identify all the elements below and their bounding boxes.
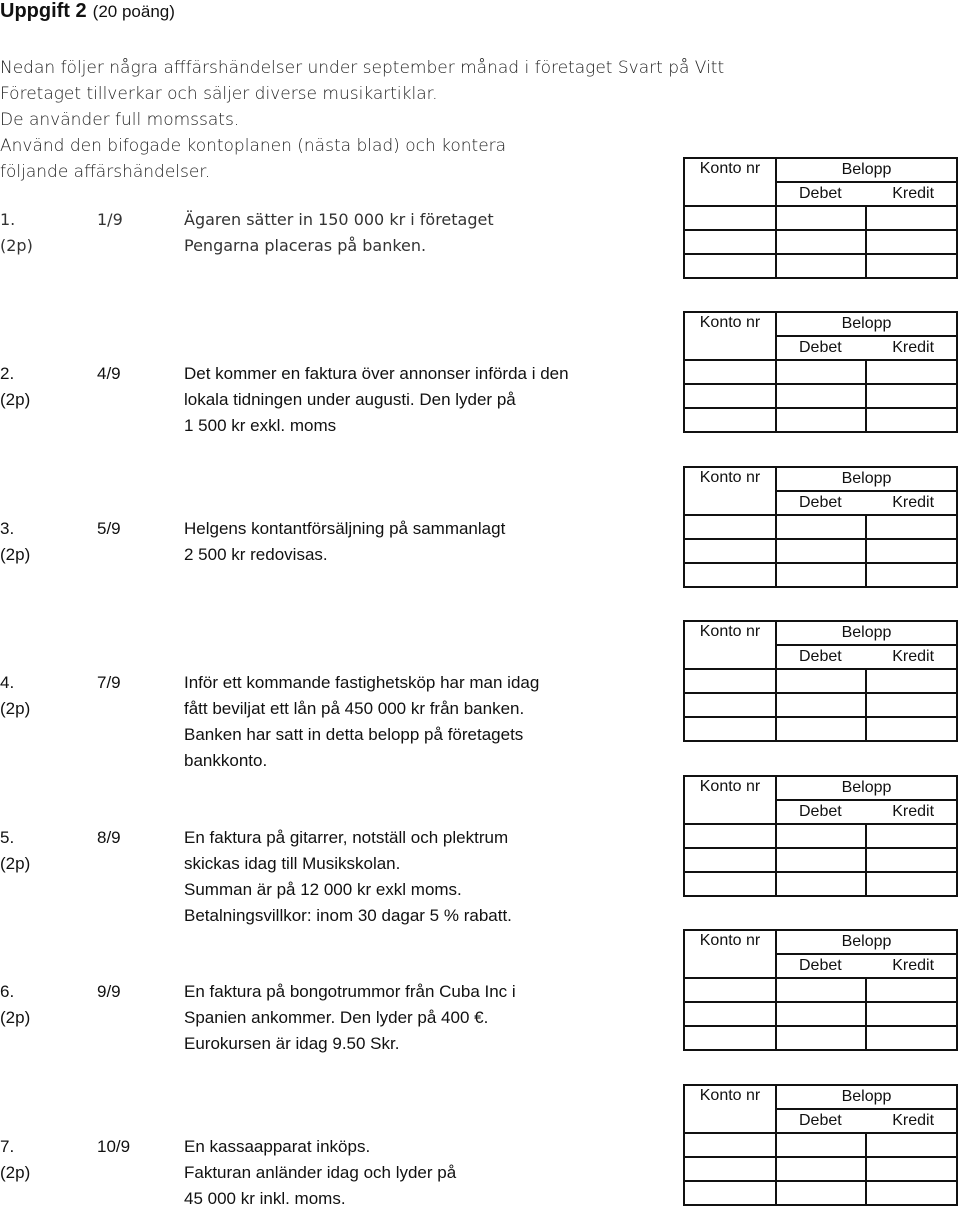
transaction-date: 7/9 [97, 673, 121, 692]
task-points: (20 poäng) [92, 2, 175, 21]
debet-label: Debet [799, 494, 842, 511]
kredit-cell[interactable] [866, 669, 957, 693]
transaction-text: Ägaren sätter in 150 000 kr i företaget [184, 210, 494, 229]
konto-cell[interactable] [684, 230, 776, 254]
konto-cell[interactable] [684, 515, 776, 539]
konto-nr-header: Konto nr [684, 930, 776, 978]
debet-label: Debet [799, 185, 842, 202]
belopp-header: Belopp [776, 621, 957, 645]
debet-kredit-labels [777, 339, 956, 357]
kredit-cell[interactable] [866, 1026, 957, 1050]
debet-kredit-labels [777, 803, 956, 821]
debet-kredit-labels [777, 1112, 956, 1130]
transaction-text: Det kommer en faktura över annonser införda i den [184, 364, 569, 383]
debet-cell[interactable] [776, 978, 866, 1002]
ledger-table [683, 311, 958, 433]
debet-cell[interactable] [776, 539, 866, 563]
ledger-entry-row [684, 384, 957, 408]
kredit-cell[interactable] [866, 824, 957, 848]
konto-nr-header: Konto nr [684, 621, 776, 669]
ledger-entry-row [684, 669, 957, 693]
transaction-text: Betalningsvillkor: inom 30 dagar 5 % rabatt. [184, 906, 512, 925]
konto-cell[interactable] [684, 539, 776, 563]
debet-label: Debet [799, 1112, 842, 1129]
ledger-entry-row [684, 1133, 957, 1157]
debet-kredit-header [776, 491, 957, 515]
ledger-entry-row [684, 824, 957, 848]
ledger-entry-row [684, 230, 957, 254]
kredit-cell[interactable] [866, 693, 957, 717]
ledger-entry-row [684, 539, 957, 563]
debet-label: Debet [799, 339, 842, 356]
debet-cell[interactable] [776, 515, 866, 539]
konto-cell[interactable] [684, 360, 776, 384]
transaction-text: 2 500 kr redovisas. [184, 545, 328, 564]
belopp-header: Belopp [776, 467, 957, 491]
konto-cell[interactable] [684, 669, 776, 693]
transaction-number: 1. [0, 210, 16, 229]
transaction-points: (2p) [0, 236, 33, 255]
ledger-entry-row [684, 848, 957, 872]
ledger-table [683, 620, 958, 742]
konto-nr-header: Konto nr [684, 467, 776, 515]
debet-cell[interactable] [776, 563, 866, 587]
debet-cell[interactable] [776, 1157, 866, 1181]
debet-kredit-labels [777, 648, 956, 666]
debet-cell[interactable] [776, 408, 866, 432]
ledger-table [683, 466, 958, 588]
ledger-entry-row [684, 360, 957, 384]
ledger-entry-row [684, 693, 957, 717]
ledger-entry-row [684, 254, 957, 278]
konto-cell[interactable] [684, 978, 776, 1002]
kredit-cell[interactable] [866, 848, 957, 872]
transaction-text: skickas idag till Musikskolan. [184, 854, 401, 873]
ledger-entry-row [684, 1157, 957, 1181]
transaction-text: fått beviljat ett lån på 450 000 kr från banken. [184, 699, 525, 718]
transaction-points: (2p) [0, 545, 31, 564]
transaction-date: 4/9 [97, 364, 121, 383]
konto-nr-header: Konto nr [684, 312, 776, 360]
transaction-number: 6. [0, 982, 15, 1001]
kredit-cell[interactable] [866, 1002, 957, 1026]
debet-cell[interactable] [776, 254, 866, 278]
konto-cell[interactable] [684, 1157, 776, 1181]
debet-kredit-header [776, 645, 957, 669]
ledger-table [683, 157, 958, 279]
intro-line: De använder full momssats. [0, 110, 240, 130]
transaction-text: 45 000 kr inkl. moms. [184, 1189, 346, 1208]
kredit-cell[interactable] [866, 1157, 957, 1181]
belopp-header: Belopp [776, 930, 957, 954]
ledger-entry-row [684, 206, 957, 230]
kredit-cell[interactable] [866, 384, 957, 408]
transaction-points: (2p) [0, 854, 31, 873]
kredit-label: Kredit [892, 339, 935, 356]
kredit-cell[interactable] [866, 254, 957, 278]
intro-line: Använd den bifogade kontoplanen (nästa blad) och kontera [0, 136, 507, 156]
intro-line: Företaget tillverkar och säljer diverse musikartiklar. [0, 84, 438, 104]
kredit-cell[interactable] [866, 978, 957, 1002]
task-heading [0, 0, 175, 23]
debet-kredit-header [776, 954, 957, 978]
debet-cell[interactable] [776, 693, 866, 717]
debet-cell[interactable] [776, 1026, 866, 1050]
kredit-label: Kredit [892, 648, 935, 665]
ledger-table [683, 775, 958, 897]
transaction-text: En faktura på gitarrer, notställ och plektrum [184, 828, 509, 847]
konto-cell[interactable] [684, 408, 776, 432]
ledger-table [683, 1084, 958, 1206]
task-title: Uppgift 2 [0, 0, 87, 22]
debet-cell[interactable] [776, 872, 866, 896]
transaction-date: 10/9 [97, 1137, 131, 1156]
transaction-text: Banken har satt in detta belopp på företagets [184, 725, 524, 744]
konto-cell[interactable] [684, 206, 776, 230]
kredit-cell[interactable] [866, 872, 957, 896]
debet-cell[interactable] [776, 669, 866, 693]
kredit-cell[interactable] [866, 230, 957, 254]
debet-kredit-labels [777, 494, 956, 512]
transaction-points: (2p) [0, 699, 31, 718]
debet-cell[interactable] [776, 206, 866, 230]
belopp-header: Belopp [776, 776, 957, 800]
debet-label: Debet [799, 648, 842, 665]
belopp-header: Belopp [776, 312, 957, 336]
ledger-entry-row [684, 408, 957, 432]
debet-kredit-header [776, 182, 957, 206]
debet-label: Debet [799, 803, 842, 820]
transaction-number: 4. [0, 673, 15, 692]
kredit-cell[interactable] [866, 360, 957, 384]
konto-cell[interactable] [684, 384, 776, 408]
transaction-text: Helgens kontantförsäljning på sammanlagt [184, 519, 506, 538]
konto-cell[interactable] [684, 1133, 776, 1157]
debet-cell[interactable] [776, 848, 866, 872]
debet-cell[interactable] [776, 360, 866, 384]
debet-cell[interactable] [776, 1181, 866, 1205]
debet-cell[interactable] [776, 717, 866, 741]
kredit-label: Kredit [892, 494, 935, 511]
konto-nr-header: Konto nr [684, 776, 776, 824]
konto-nr-header: Konto nr [684, 1085, 776, 1133]
transaction-text: lokala tidningen under augusti. Den lyder på [184, 390, 516, 409]
kredit-cell[interactable] [866, 515, 957, 539]
transaction-number: 5. [0, 828, 15, 847]
konto-cell[interactable] [684, 563, 776, 587]
ledger-entry-row [684, 872, 957, 896]
kredit-cell[interactable] [866, 539, 957, 563]
konto-nr-header: Konto nr [684, 158, 776, 206]
konto-cell[interactable] [684, 1002, 776, 1026]
konto-cell[interactable] [684, 872, 776, 896]
kredit-cell[interactable] [866, 1181, 957, 1205]
debet-kredit-header [776, 1109, 957, 1133]
transaction-text: Fakturan anländer idag och lyder på [184, 1163, 457, 1182]
kredit-cell[interactable] [866, 206, 957, 230]
transaction-text: Eurokursen är idag 9.50 Skr. [184, 1034, 400, 1053]
ledger-entry-row [684, 1026, 957, 1050]
debet-kredit-header [776, 800, 957, 824]
transaction-date: 5/9 [97, 519, 121, 538]
ledger-entry-row [684, 1002, 957, 1026]
kredit-cell[interactable] [866, 1133, 957, 1157]
debet-cell[interactable] [776, 1133, 866, 1157]
intro-line: följande affärshändelser. [0, 162, 211, 182]
transaction-text: En faktura på bongotrummor från Cuba Inc i [184, 982, 516, 1001]
kredit-cell[interactable] [866, 563, 957, 587]
konto-cell[interactable] [684, 693, 776, 717]
konto-cell[interactable] [684, 254, 776, 278]
debet-cell[interactable] [776, 824, 866, 848]
konto-cell[interactable] [684, 1026, 776, 1050]
ledger-entry-row [684, 515, 957, 539]
debet-cell[interactable] [776, 1002, 866, 1026]
konto-cell[interactable] [684, 717, 776, 741]
ledger-table [683, 929, 958, 1051]
ledger-entry-row [684, 1181, 957, 1205]
transaction-points: (2p) [0, 1008, 31, 1027]
ledger-entry-row [684, 978, 957, 1002]
kredit-label: Kredit [892, 803, 935, 820]
kredit-cell[interactable] [866, 717, 957, 741]
transaction-text: 1 500 kr exkl. moms [184, 416, 337, 435]
transaction-number: 7. [0, 1137, 15, 1156]
debet-cell[interactable] [776, 384, 866, 408]
transaction-number: 3. [0, 519, 15, 538]
transaction-points: (2p) [0, 1163, 31, 1182]
debet-kredit-labels [777, 185, 956, 203]
transaction-text: Spanien ankommer. Den lyder på 400 €. [184, 1008, 489, 1027]
ledger-entry-row [684, 563, 957, 587]
belopp-header: Belopp [776, 1085, 957, 1109]
ledger-entry-row [684, 717, 957, 741]
konto-cell[interactable] [684, 1181, 776, 1205]
transaction-text: Pengarna placeras på banken. [184, 236, 427, 255]
transaction-text: bankkonto. [184, 751, 268, 770]
transaction-date: 8/9 [97, 828, 121, 847]
konto-cell[interactable] [684, 824, 776, 848]
konto-cell[interactable] [684, 848, 776, 872]
kredit-label: Kredit [892, 1112, 935, 1129]
debet-cell[interactable] [776, 230, 866, 254]
transaction-date: 9/9 [97, 982, 121, 1001]
debet-kredit-header [776, 336, 957, 360]
transaction-text: En kassaapparat inköps. [184, 1137, 371, 1156]
intro-line: Nedan följer några afffärshändelser under september månad i företaget Svart på Vitt [0, 58, 725, 78]
debet-label: Debet [799, 957, 842, 974]
transaction-date: 1/9 [97, 210, 123, 229]
transaction-points: (2p) [0, 390, 31, 409]
transaction-text: Summan är på 12 000 kr exkl moms. [184, 880, 462, 899]
transaction-text: Inför ett kommande fastighetsköp har man idag [184, 673, 540, 692]
intro-text [0, 55, 724, 185]
kredit-label: Kredit [892, 957, 935, 974]
belopp-header: Belopp [776, 158, 957, 182]
transaction-number: 2. [0, 364, 15, 383]
debet-kredit-labels [777, 957, 956, 975]
kredit-label: Kredit [892, 185, 935, 202]
kredit-cell[interactable] [866, 408, 957, 432]
